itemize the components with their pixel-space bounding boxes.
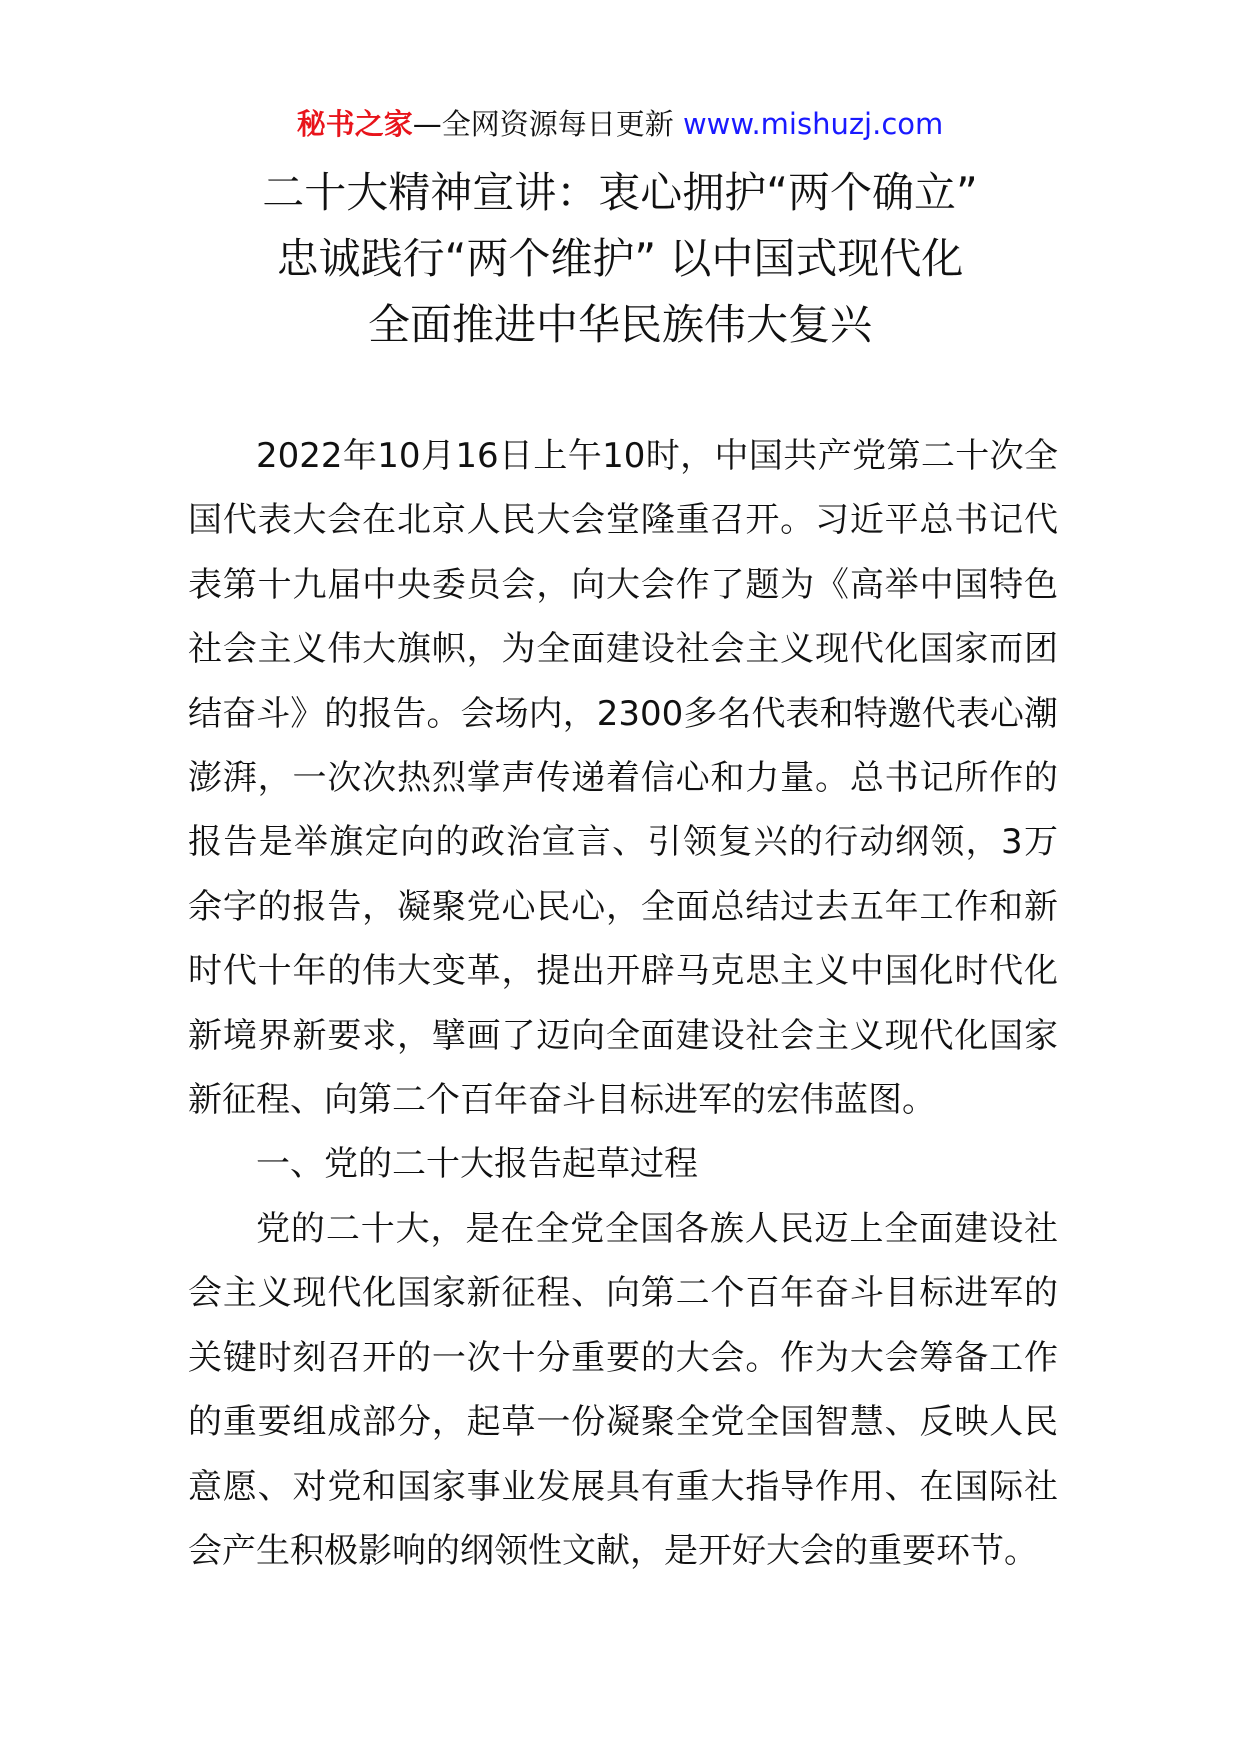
site-brand: 秘书之家 bbox=[296, 107, 413, 141]
body-paragraph-1: 2022年10月16日上午10时，中国共产党第二十次全国代表大会在北京人民大会堂隆重召开。习近平总书记代表第十九届中央委员会，向大会作了题为《高举中国特色社会主义伟大旗帜，为全面建设社会主义现代化国家而团结奋斗》的报告。会场内，2300多名代表和特邀代表心潮澎湃，一次次热烈掌声传递着信心和力量。总书记所作的报告是举旗定向的政治宣言、引领复兴的行动纲领，3万余字的报告，凝聚党心民心，全面总结过去五年工作和新时代十年的伟大变革，提出开辟马克思主义中国化时代化新境界新要求，擘画了迈向全面建设社会主义现代化国家新征程、向第二个百年奋斗目标进军的宏伟蓝图。 bbox=[188, 436, 1058, 1121]
site-header bbox=[0, 100, 1240, 148]
body-paragraph-2: 党的二十大，是在全党全国各族人民迈上全面建设社会主义现代化国家新征程、向第二个百年奋斗目标进军的关键时刻召开的一次十分重要的大会。作为大会筹备工作的重要组成部分，起草一份凝聚全党全国智慧、反映人民意愿、对党和国家事业发展具有重大指导作用、在国际社会产生积极影响的纲领性文献，是开好大会的重要环节。 bbox=[188, 1208, 1058, 1571]
document-body bbox=[188, 424, 1058, 1583]
document-title bbox=[0, 160, 1240, 358]
title-line-1: 二十大精神宣讲：衷心拥护“两个确立” bbox=[262, 168, 978, 217]
site-url-link[interactable]: www.mishuzj.com bbox=[682, 107, 944, 141]
section-heading-1: 一、党的二十大报告起草过程 bbox=[256, 1144, 698, 1185]
title-line-3: 全面推进中华民族伟大复兴 bbox=[367, 300, 872, 349]
site-tagline: —全网资源每日更新 bbox=[412, 107, 683, 141]
title-line-2: 忠诚践行“两个维护” 以中国式现代化 bbox=[276, 234, 964, 283]
